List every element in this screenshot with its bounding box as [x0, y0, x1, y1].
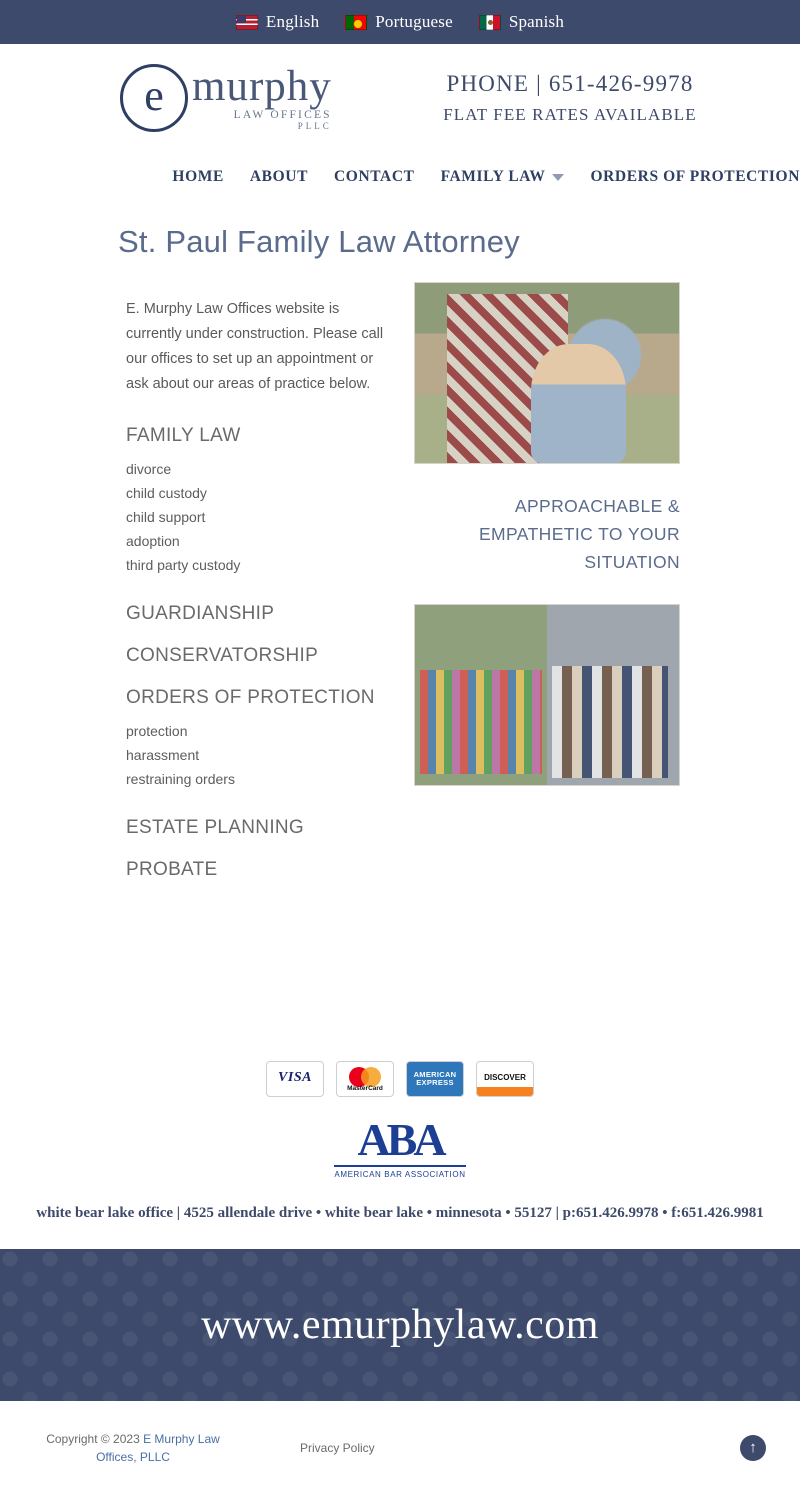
nav-item-family-law[interactable] — [441, 168, 565, 186]
section-heading-orders-of-protection: ORDERS OF PROTECTION — [126, 686, 375, 708]
discover-card-icon — [476, 1061, 534, 1097]
section-heading-estate-planning: ESTATE PLANNING — [126, 816, 304, 838]
banner-url[interactable]: www.emurphylaw.com — [201, 1301, 599, 1348]
mastercard-icon — [336, 1061, 394, 1097]
site-logo[interactable] — [120, 64, 370, 132]
flag-us-icon — [236, 15, 258, 30]
site-header — [0, 44, 800, 152]
header-phone[interactable]: PHONE | 651-426-9978 — [446, 71, 694, 96]
list-item[interactable]: protection — [126, 722, 188, 739]
section-heading-guardianship: GUARDIANSHIP — [126, 602, 275, 624]
nav-label: FAMILY LAW — [440, 168, 546, 185]
nav-item-contact[interactable] — [334, 168, 415, 186]
list-item[interactable]: third party custody — [126, 556, 241, 573]
logo-sub-text: LAW OFFICES — [233, 108, 332, 121]
practice-list-family-law — [126, 457, 386, 577]
copyright-prefix: Copyright © 2023 — [46, 1431, 144, 1446]
list-item[interactable]: adoption — [126, 532, 180, 549]
logo-subtitle — [192, 110, 332, 132]
language-option-english[interactable] — [236, 12, 319, 32]
address-line-1: white bear lake office | 4525 allendale drive • white bear lake • minnesota • 55127 | p:651.426.9978 • — [36, 1204, 668, 1221]
main-content — [0, 202, 800, 1225]
aba-logo — [0, 1113, 800, 1179]
visa-card-icon: VISA — [266, 1061, 324, 1097]
section-heading-conservatorship: CONSERVATORSHIP — [126, 644, 319, 666]
american-express-icon: AMERICAN EXPRESS — [406, 1061, 464, 1097]
nav-item-home[interactable] — [172, 168, 223, 186]
logo-letter: e — [144, 71, 164, 120]
header-contact — [370, 71, 770, 125]
practice-list-orders-of-protection — [126, 719, 386, 791]
tagline: APPROACHABLE & EMPATHETIC TO YOUR SITUATION — [478, 496, 680, 572]
mastercard-circle-orange — [361, 1067, 381, 1087]
logo-pllc: PLLC — [297, 121, 332, 132]
arrow-up-circle-icon[interactable]: ↑ — [740, 1435, 766, 1461]
website-banner — [0, 1249, 800, 1401]
list-item[interactable]: restraining orders — [126, 770, 235, 787]
aba-mark: ABA — [357, 1113, 443, 1165]
language-option-spanish[interactable] — [479, 12, 564, 32]
header-flat-fee: FLAT FEE RATES AVAILABLE — [443, 105, 697, 124]
mother-hugging-child-photo — [414, 282, 680, 464]
address-line-2: f:651.426.9981 — [671, 1204, 764, 1221]
nav-label: ABOUT — [249, 168, 309, 185]
copyright — [28, 1430, 238, 1466]
language-option-portuguese[interactable] — [345, 12, 453, 32]
section-heading-probate: PROBATE — [126, 858, 218, 880]
list-item[interactable]: divorce — [126, 460, 172, 477]
office-address — [0, 1201, 800, 1225]
chevron-down-icon[interactable] — [552, 174, 564, 181]
discover-label: DISCOVER — [484, 1073, 526, 1083]
language-label: Portuguese — [375, 12, 453, 31]
site-footer — [0, 1401, 800, 1495]
intro-paragraph: E. Murphy Law Offices website is currently under construction. Please call our offices to set up an appointment or ask about our areas of practice below. — [126, 300, 384, 392]
left-column — [126, 282, 386, 901]
logo-word: murphy — [192, 62, 332, 110]
content-columns — [0, 282, 800, 901]
nav-item-about[interactable] — [250, 168, 308, 186]
discover-bar — [477, 1087, 533, 1096]
privacy-policy-link[interactable]: Privacy Policy — [300, 1440, 375, 1455]
logo-monogram-icon — [120, 64, 188, 132]
page-title: St. Paul Family Law Attorney — [118, 224, 520, 259]
language-label: English — [265, 12, 320, 31]
nav-label: ORDERS OF PROTECTION — [590, 168, 800, 185]
flag-mexico-icon — [479, 15, 501, 30]
main-navigation — [0, 152, 800, 202]
payment-methods — [0, 1061, 800, 1097]
right-column — [414, 282, 680, 901]
logo-wordmark — [192, 62, 332, 132]
list-item[interactable]: child custody — [126, 484, 207, 501]
aba-label: AMERICAN BAR ASSOCIATION — [334, 1165, 465, 1179]
language-bar — [0, 0, 800, 44]
nav-item-orders-of-protection[interactable] — [590, 168, 800, 186]
language-label: Spanish — [508, 12, 565, 31]
nav-label: CONTACT — [334, 168, 415, 185]
copyright-link[interactable]: E Murphy Law Offices, PLLC — [96, 1431, 220, 1464]
list-item[interactable]: child support — [126, 508, 206, 525]
list-item[interactable]: harassment — [126, 746, 200, 763]
nav-label: HOME — [172, 168, 224, 185]
flag-portugal-icon — [345, 15, 367, 30]
section-heading-family-law: FAMILY LAW — [126, 424, 241, 446]
children-and-families-photo — [414, 604, 680, 786]
mastercard-label: MasterCard — [347, 1084, 383, 1092]
